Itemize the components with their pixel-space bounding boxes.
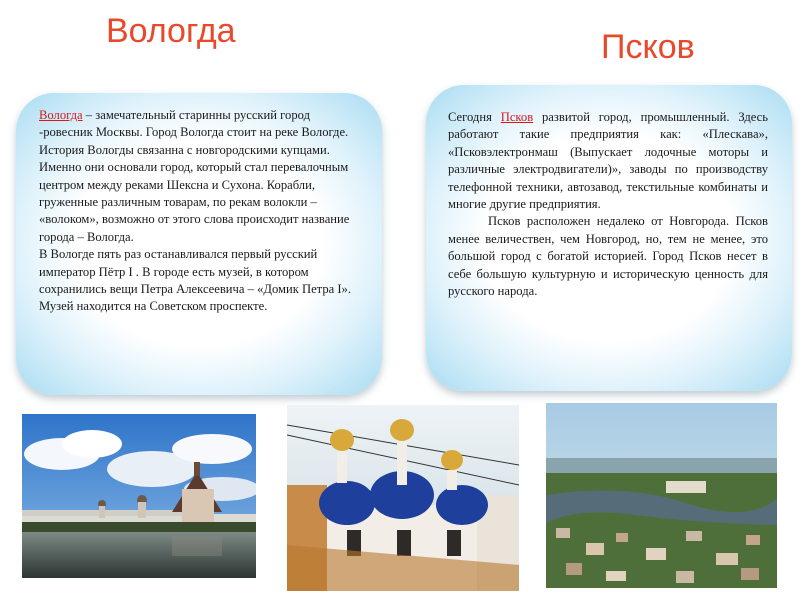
pskov-aerial-photo [546, 403, 777, 588]
pskov-link[interactable]: Псков [500, 110, 534, 124]
pskov-paragraph-2-text: Псков расположен недалеко от Новгорода. Псков менее величествен, чем Новгород, но, тем не менее, это большой город с богатой историей. Город Псков несет в себе большую культурную и историческую ценность для русского народа. [448, 214, 768, 299]
church-domes-photo [287, 405, 519, 591]
pskov-paragraph-1-text: развитой город, промышленный. Здесь работают такие предприятия как: «Плескава», «Псковэлектронмаш (Выпускает лодочные моторы и различные электродвигатели)», заводы по производству телефонной техники, автозавод, текстильные комбинаты и многие другие предприятия. [448, 110, 768, 212]
vologda-title: Вологда [106, 12, 236, 50]
vologda-paragraph-1 [39, 107, 360, 142]
pskov-paragraph-1 [448, 109, 768, 213]
vologda-link[interactable]: Вологда [39, 108, 83, 122]
vologda-paragraph-3: В Вологде пять раз останавливался первый русский император Пётр I . В городе есть музей, в котором сохранились вещи Петра Алексеевича – «Домик Петра I». Музей находится на Советском проспекте. [39, 247, 352, 314]
vologda-text-card [16, 93, 382, 395]
vologda-paragraph-2: История Вологды связанна с новгородскими купцами. Именно они основали город, который стал перевалочным центром между реками Шексна и Сухона. Корабли, груженные различным товарам, по рекам волокли – «волоком», возможно от этого слова происходит название города – Вологда. [39, 142, 350, 244]
pskov-paragraph-1-lead: Сегодня [448, 110, 501, 124]
pskov-paragraph-2 [448, 213, 768, 300]
pskov-title: Псков [601, 28, 695, 66]
vologda-monastery-photo [22, 414, 256, 578]
vologda-paragraph-1-text: – замечательный старинны русский город -ровесник Москвы. Город Вологда стоит на реке Вологде. [39, 108, 349, 140]
pskov-text-card [426, 85, 792, 391]
